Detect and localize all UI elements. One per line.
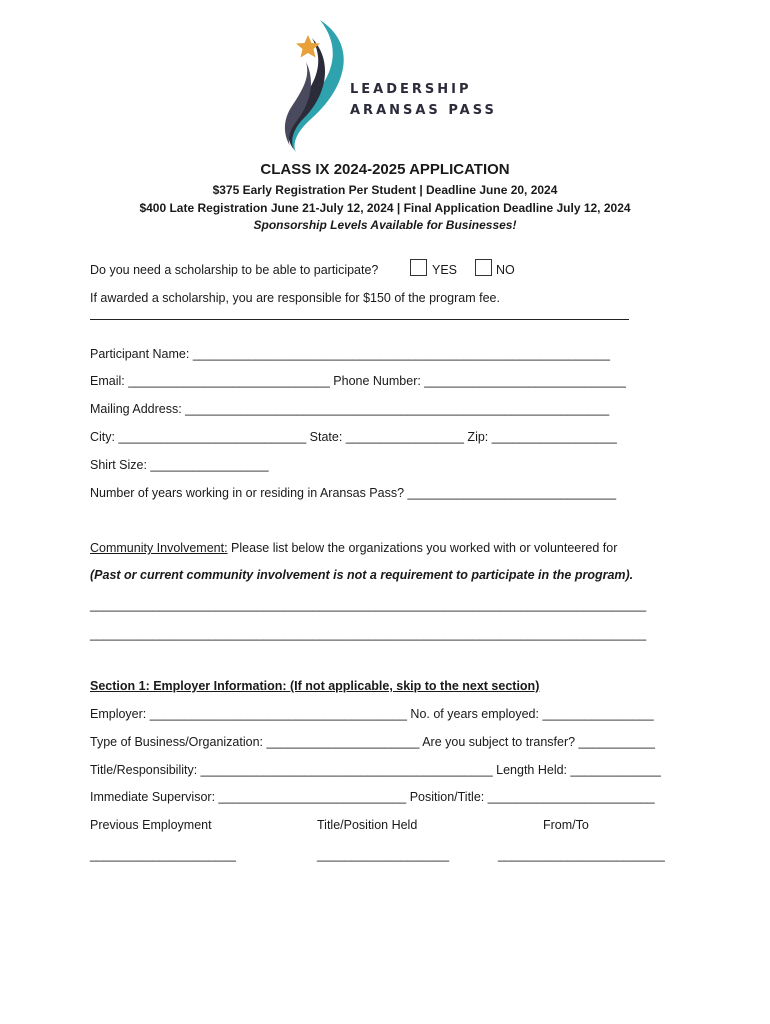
section-1-heading: Section 1: Employer Information: (If not applicable, skip to the next section) — [90, 679, 540, 693]
years-in-aransas-pass-field[interactable]: Number of years working in or residing in Aransas Pass? ______________________________ — [90, 486, 617, 500]
scholarship-no-label: NO — [496, 263, 515, 277]
from-to-header: From/To — [543, 818, 589, 832]
email-phone-field[interactable]: Email: _____________________________ Phone Number: _____________________________ — [90, 374, 626, 388]
late-registration: $400 Late Registration June 21-July 12, 2024 | Final Application Deadline July 12, 2024 — [139, 201, 631, 215]
previous-employment-blank[interactable]: _____________________ — [90, 848, 236, 862]
community-involvement-prompt — [90, 540, 617, 556]
logo-line-1: LEADERSHIP — [350, 82, 472, 97]
logo — [282, 18, 502, 158]
star-icon — [296, 35, 320, 58]
page-title: CLASS IX 2024-2025 APPLICATION — [260, 161, 510, 178]
sponsorship-note: Sponsorship Levels Available for Businesses! — [253, 218, 517, 232]
scholarship-question: Do you need a scholarship to be able to participate? — [90, 263, 379, 277]
community-involvement-label: Community Involvement: — [90, 541, 228, 555]
early-registration: $375 Early Registration Per Student | Deadline June 20, 2024 — [212, 183, 558, 197]
shirt-size-field[interactable]: Shirt Size: _________________ — [90, 458, 269, 472]
from-to-blank[interactable]: ________________________ — [498, 848, 665, 862]
community-involvement-note: (Past or current community involvement is not a requirement to participate in the program). — [90, 568, 634, 582]
title-position-blank[interactable]: ___________________ — [317, 848, 450, 862]
logo-swoosh-icon — [282, 18, 352, 158]
title-position-header: Title/Position Held — [317, 818, 418, 832]
community-involvement-text: Please list below the organizations you worked with or volunteered for — [227, 541, 618, 555]
participant-name-field[interactable]: Participant Name: ____________________________________________________________ — [90, 347, 610, 361]
title-responsibility-field[interactable]: Title/Responsibility: __________________________________________ Length Held: _____________ — [90, 763, 661, 777]
immediate-supervisor-field[interactable]: Immediate Supervisor: ___________________________ Position/Title: ________________________ — [90, 790, 655, 804]
employer-field[interactable]: Employer: _____________________________________ No. of years employed: ________________ — [90, 707, 654, 721]
mailing-address-field[interactable]: Mailing Address: _____________________________________________________________ — [90, 402, 610, 416]
business-type-field[interactable]: Type of Business/Organization: ______________________ Are you subject to transfer? ___________ — [90, 735, 656, 749]
logo-line-2: ARANSAS PASS — [350, 103, 497, 118]
scholarship-yes-label: YES — [432, 263, 458, 277]
divider — [90, 319, 629, 320]
scholarship-yes-checkbox[interactable] — [410, 259, 427, 276]
city-state-zip-field[interactable]: City: ___________________________ State: _________________ Zip: __________________ — [90, 430, 617, 444]
previous-employment-header: Previous Employment — [90, 818, 212, 832]
community-blank-line[interactable]: ________________________________________________________________________________ — [90, 627, 647, 641]
scholarship-note: If awarded a scholarship, you are responsible for $150 of the program fee. — [90, 291, 500, 305]
community-blank-line[interactable]: ________________________________________________________________________________ — [90, 598, 647, 612]
scholarship-no-checkbox[interactable] — [475, 259, 492, 276]
